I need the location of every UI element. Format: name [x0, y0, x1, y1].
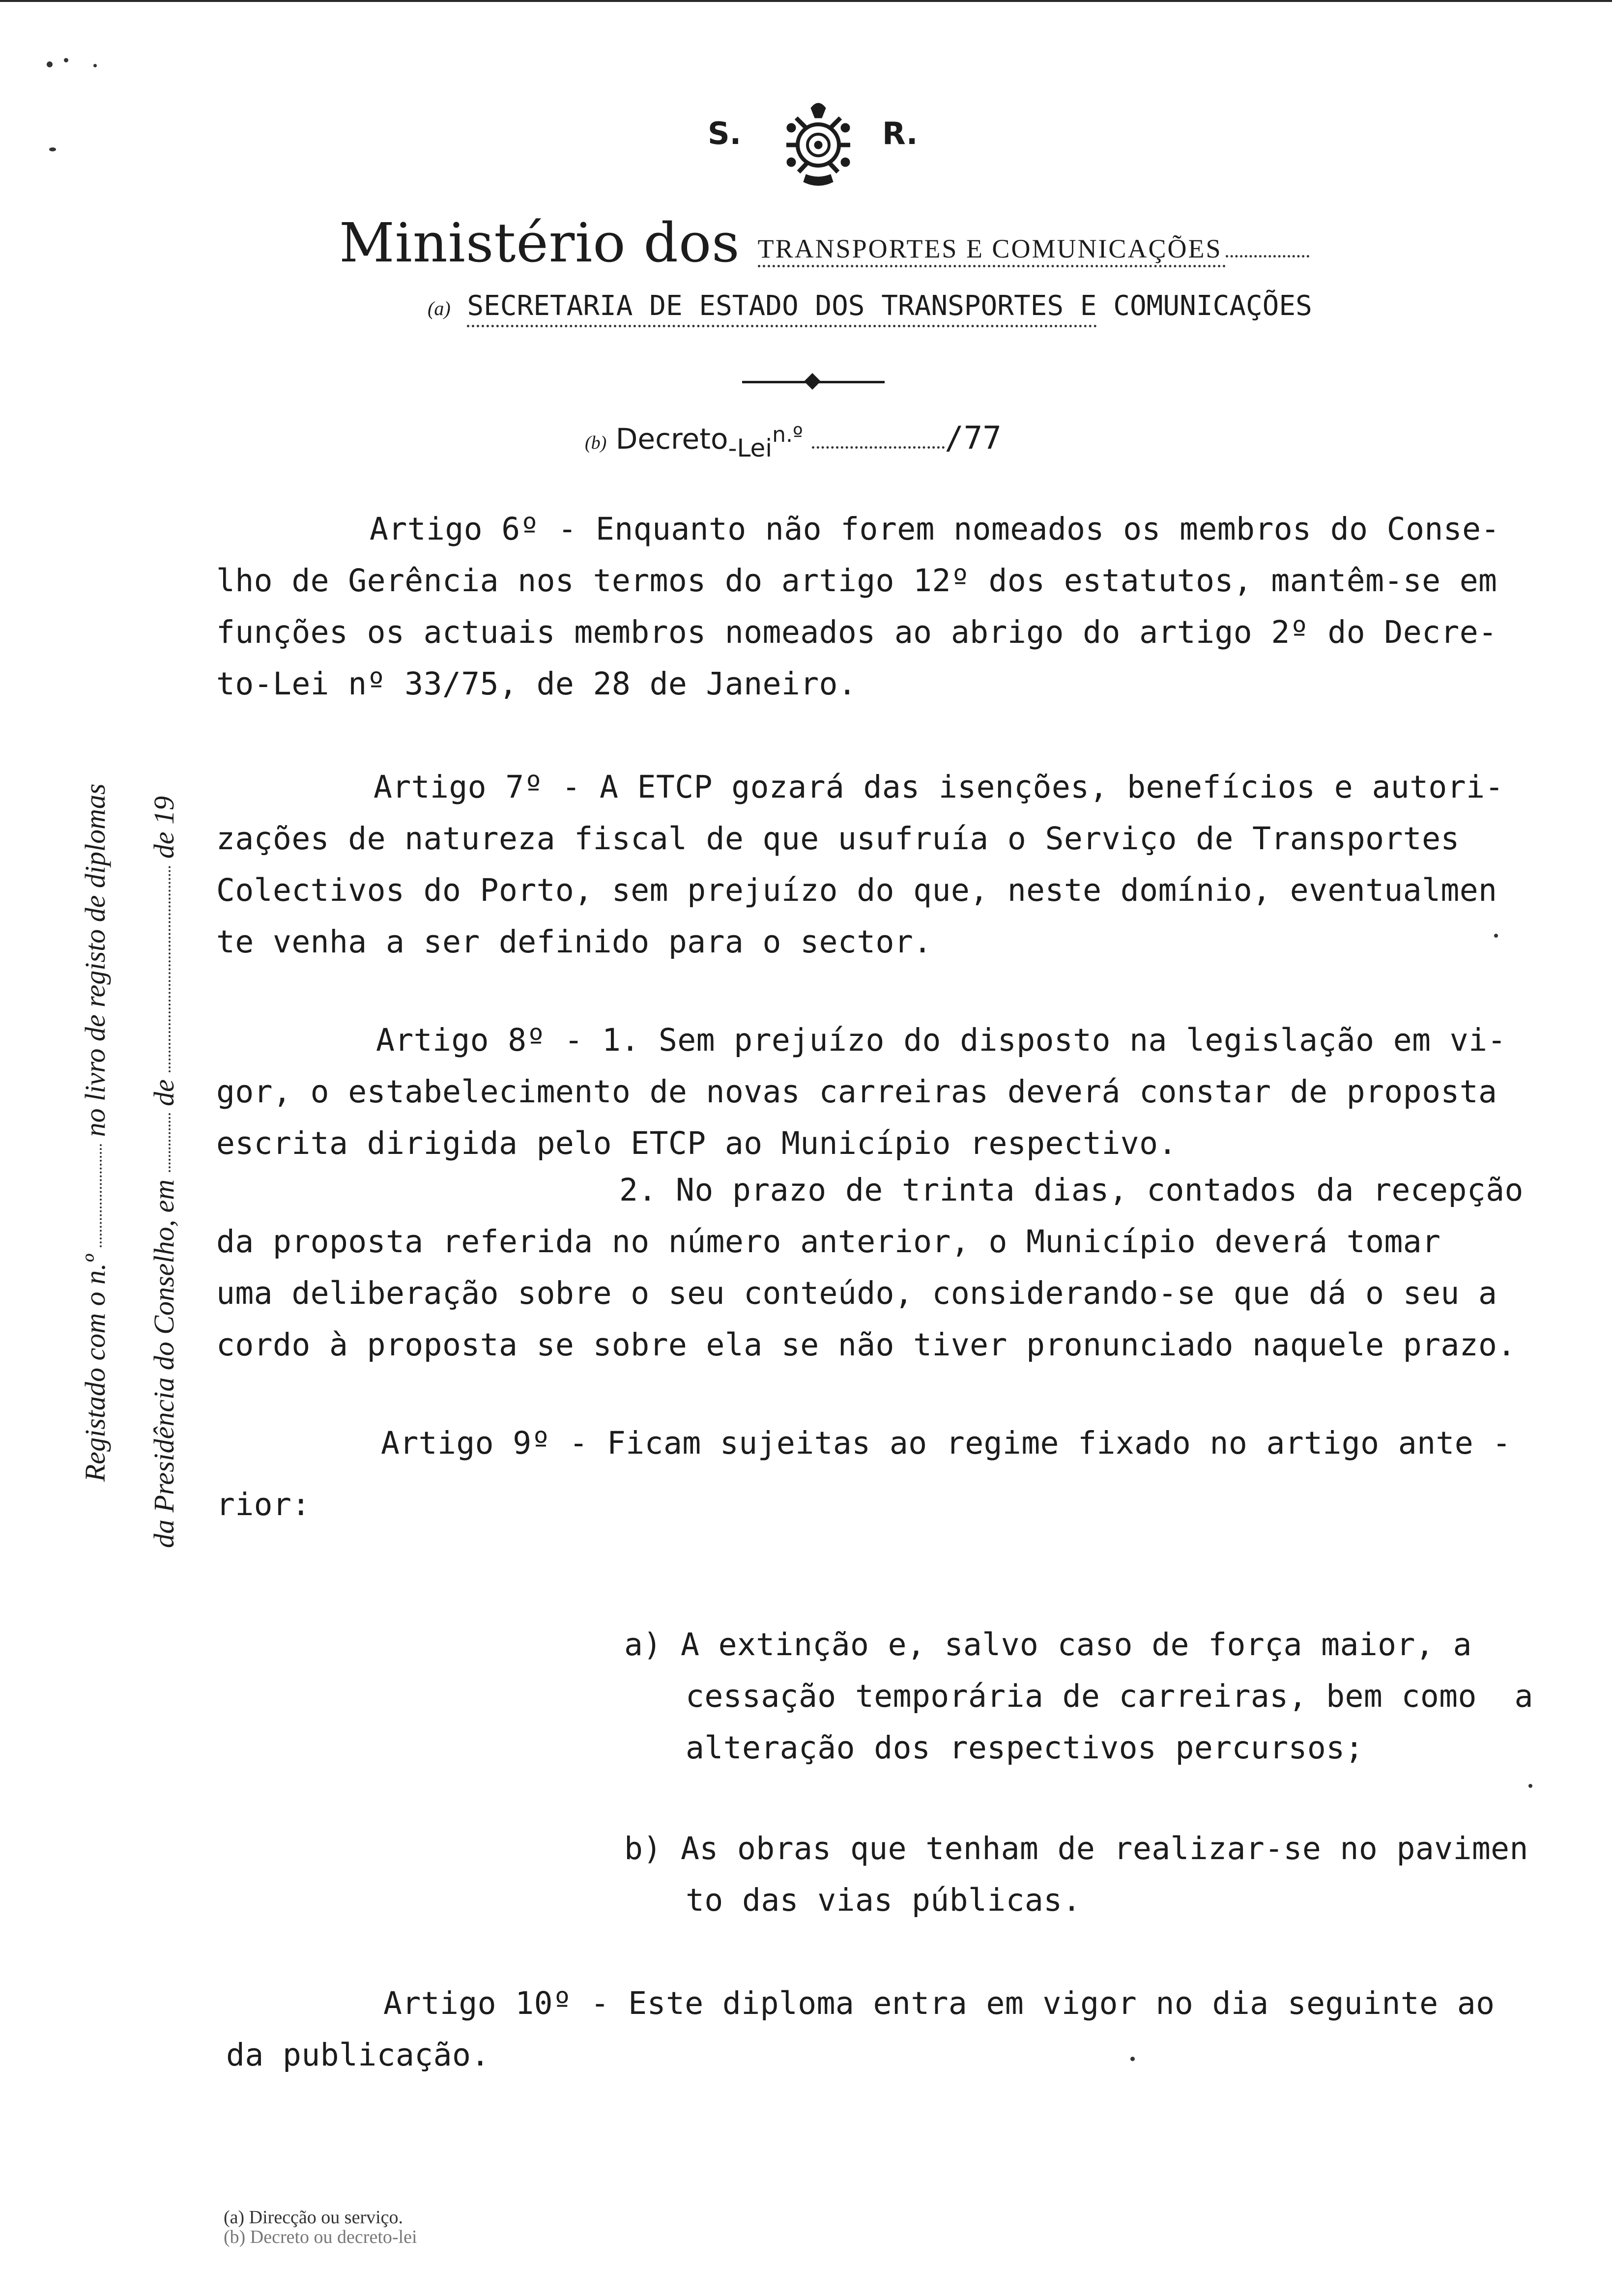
art8-line: gor, o estabelecimento de novas carreiras deverá constar de proposta — [216, 1074, 1497, 1110]
scan-speck — [1494, 934, 1498, 938]
scan-speck — [93, 64, 97, 67]
art10-line: da publicação. — [226, 2037, 490, 2073]
footnote-b: (b) Decreto ou decreto-lei — [224, 2227, 417, 2247]
art8-line: escrita dirigida pelo ETCP ao Município respectivo. — [216, 1125, 1177, 1161]
decreto-word: Decreto — [615, 422, 728, 456]
art8-line: uma deliberação sobre o seu conteúdo, considerando-se que dá o seu a — [216, 1275, 1497, 1311]
margin-registry-label: no livro de registo de diplomas — [79, 783, 111, 1137]
item-b-line: b) As obras que tenham de realizar-se no pavimen — [624, 1831, 1528, 1866]
margin-de-label: de — [148, 1079, 180, 1106]
scan-speck — [49, 147, 56, 151]
ministry-heading — [339, 211, 1309, 274]
margin-presidency-line — [147, 796, 180, 1548]
secretaria-tag: (a) — [428, 297, 451, 319]
secretaria-tail: COMUNICAÇÕES — [1113, 290, 1312, 322]
margin-year-label: de 19 — [148, 796, 180, 859]
art7-line: Artigo 7º - A ETCP gozará das isenções, benefícios e autori- — [374, 769, 1504, 805]
art6-line: funções os actuais membros nomeados ao abrigo do artigo 2º do Decre- — [216, 614, 1497, 650]
art7-line: zações de natureza fiscal de que usufruía o Serviço de Transportes — [216, 821, 1460, 857]
decreto-year: /77 — [945, 420, 1002, 457]
margin-registered-label: Registado com o n.º — [79, 1254, 111, 1482]
coat-of-arms-icon — [777, 98, 860, 192]
art6-line: to-Lei nº 33/75, de 28 de Janeiro. — [216, 666, 857, 702]
ministry-fill-trail — [1226, 255, 1309, 258]
decreto-number-blank — [812, 446, 945, 449]
item-a-line: alteração dos respectivos percursos; — [686, 1730, 1364, 1766]
art6-line: Artigo 6º - Enquanto não forem nomeados os membros do Conse- — [370, 511, 1500, 547]
art8-line: 2. No prazo de trinta dias, contados da recepção — [619, 1172, 1524, 1208]
decreto-line — [585, 420, 1002, 462]
decreto-number-label: n.º — [772, 422, 803, 447]
margin-blank — [100, 1144, 102, 1247]
scan-speck — [1130, 2057, 1135, 2061]
art7-line: te venha a ser definido para o sector. — [216, 924, 932, 960]
ornament-diamond-icon — [804, 373, 821, 390]
scan-speck — [64, 58, 68, 62]
scan-speck — [1528, 1784, 1532, 1788]
top-border-line — [0, 0, 1612, 2]
margin-presidency-label: da Presidência do Conselho, em — [148, 1179, 180, 1548]
margin-blank — [169, 866, 171, 1072]
art8-line: cordo à proposta se sobre ela se não tiver pronunciado naquele prazo. — [216, 1327, 1516, 1363]
footnote-a: (a) Direcção ou serviço. — [224, 2207, 403, 2228]
header-r-letter: R. — [882, 115, 918, 151]
item-b-line: to das vias públicas. — [686, 1882, 1081, 1918]
decreto-sub: -Lei — [728, 434, 773, 462]
item-a-line: a) A extinção e, salvo caso de força maior, a — [624, 1627, 1472, 1663]
art8-line: Artigo 8º - 1. Sem prejuízo do disposto na legislação em vi- — [376, 1022, 1506, 1058]
ministry-fill: TRANSPORTES E COMUNICAÇÕES — [758, 233, 1226, 267]
art9-line: Artigo 9º - Ficam sujeitas ao regime fixado no artigo ante - — [381, 1425, 1511, 1461]
art9-line: rior: — [216, 1487, 311, 1522]
margin-registration-line — [79, 783, 112, 1482]
secretaria-text: SECRETARIA DE ESTADO DOS TRANSPORTES E — [467, 290, 1096, 327]
header-s-letter: S. — [708, 115, 742, 151]
scan-speck — [47, 61, 53, 67]
margin-blank — [169, 1113, 171, 1172]
decreto-tag: (b) — [585, 432, 607, 453]
secretaria-line — [428, 290, 1312, 322]
item-a-line: cessação temporária de carreiras, bem como a — [686, 1678, 1533, 1714]
art10-line: Artigo 10º - Este diploma entra em vigor no dia seguinte ao — [383, 1985, 1495, 2021]
art8-line: da proposta referida no número anterior, o Município deverá tomar — [216, 1224, 1441, 1260]
art7-line: Colectivos do Porto, sem prejuízo do que, neste domínio, eventualmen — [216, 872, 1497, 908]
art6-line: lho de Gerência nos termos do artigo 12º dos estatutos, mantêm-se em — [216, 563, 1497, 599]
ministry-prefix: Ministério dos — [339, 211, 740, 274]
